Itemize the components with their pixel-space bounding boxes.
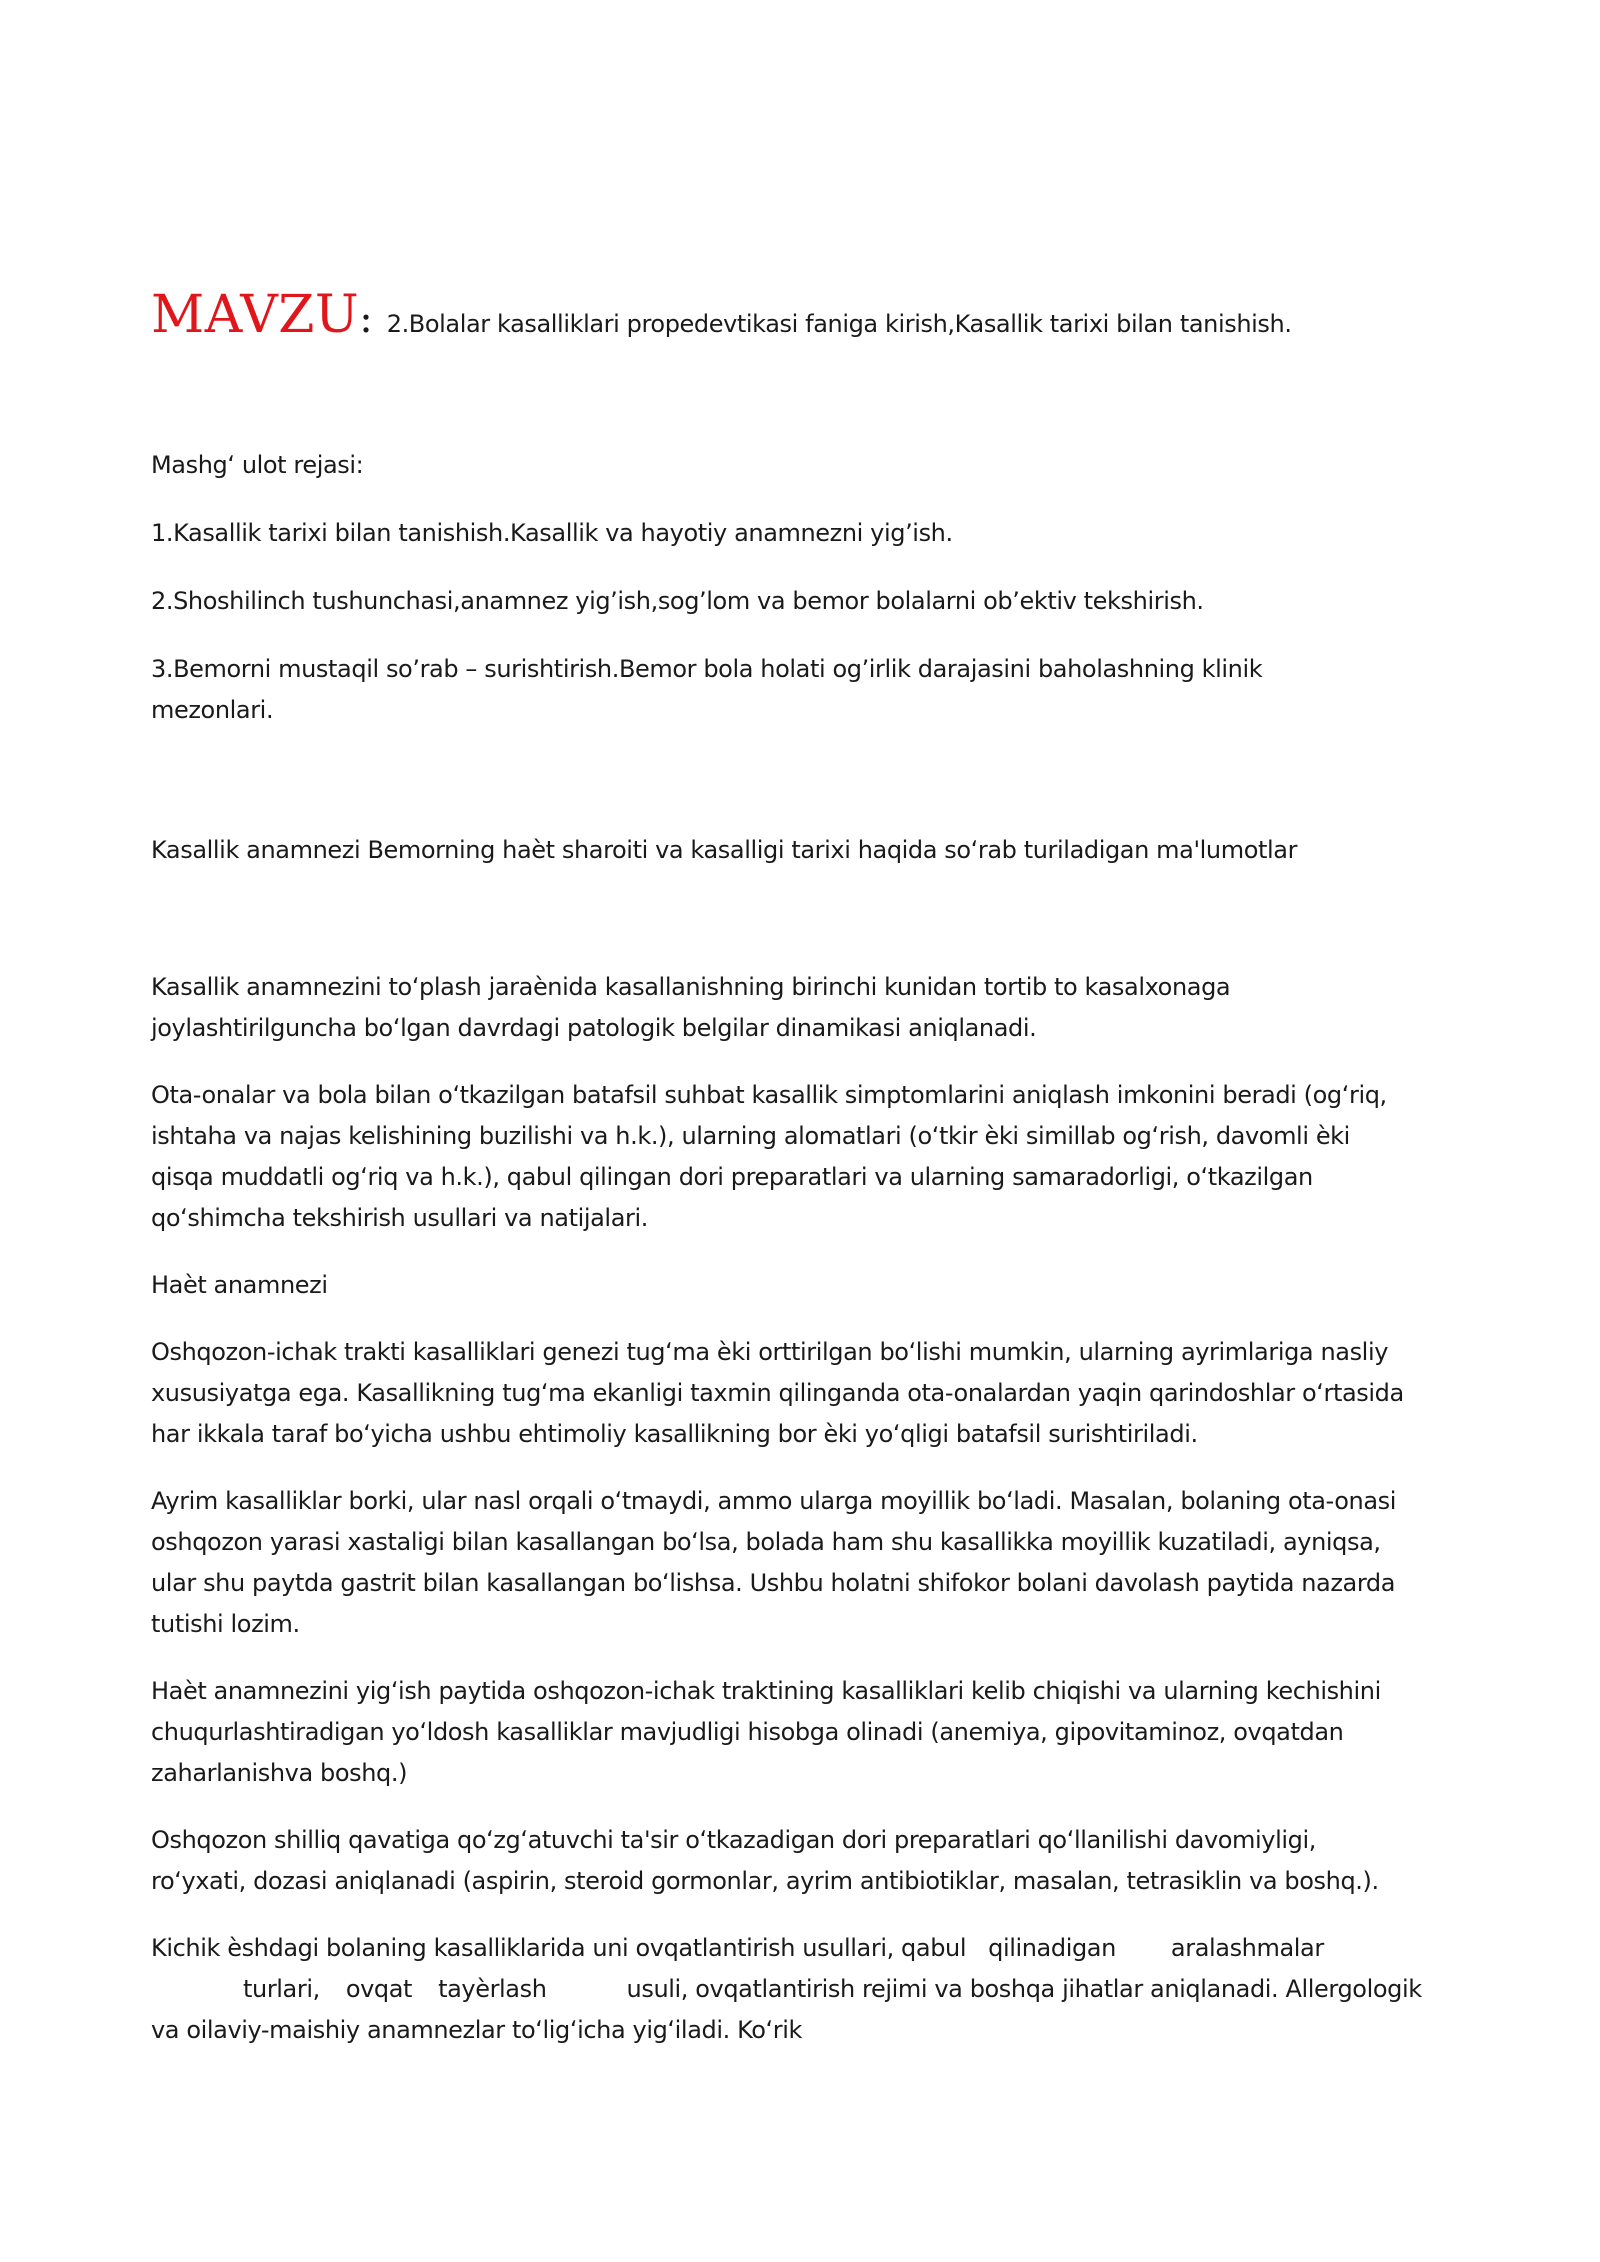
paragraph-line: qisqa muddatli ogʻriq va h.k.), qabul qilingan dori preparatlari va ularning samaradorligi, oʻtkazilgan — [151, 1163, 1313, 1191]
paragraph-2 — [151, 1075, 1451, 1239]
paragraph-line: ishtaha va najas kelishining buzilishi va h.k.), ularning alomatlari (oʻtkir ѐki simillab ogʻrish, davomli ѐki — [151, 1122, 1350, 1150]
plan-item-2: 2.Shoshilinch tushunchasi,anamnez yig’ish,sog’lom va bemor bolalarni ob’ektiv tekshirish. — [151, 587, 1204, 615]
paragraph-line: qoʻshimcha tekshirish usullari va natijalari. — [151, 1204, 648, 1232]
definition-line: Kasallik anamnezi Bemorning haѐt sharoiti va kasalligi tarixi haqida soʻrab turiladigan ma'lumotlar — [151, 836, 1298, 864]
paragraph-line: zaharlanishva boshq.) — [151, 1759, 408, 1787]
paragraph-5 — [151, 1671, 1451, 1794]
paragraph-6 — [151, 1820, 1451, 1902]
paragraph-line: oshqozon yarasi xastaligi bilan kasallangan boʻlsa, bolada ham shu kasallikka moyillik kuzatiladi, ayniqsa, — [151, 1528, 1381, 1556]
paragraph-line: joylashtirilguncha boʻlgan davrdagi patologik belgilar dinamikasi aniqlanadi. — [151, 1014, 1037, 1042]
paragraph-4 — [151, 1481, 1451, 1645]
paragraph-line: Oshqozon-ichak trakti kasalliklari genezi tugʻma ѐki orttirilgan boʻlishi mumkin, ularning ayrimlariga nasliy — [151, 1338, 1389, 1366]
text-run: tayѐrlash — [438, 1975, 547, 2003]
text-run: usuli, ovqatlantirish rejimi va boshqa jihatlar aniqlanadi. Allergologik — [626, 1975, 1422, 2003]
paragraph-line: ular shu paytda gastrit bilan kasallangan boʻlishsa. Ushbu holatni shifokor bolani davolash paytida nazarda — [151, 1569, 1396, 1597]
plan-item-3-line-1: 3.Bemorni mustaqil so’rab – surishtirish.Bemor bola holati og’irlik darajasini baholashning klinik — [151, 655, 1263, 683]
document-body — [151, 285, 1451, 2051]
topic-title: 2.Bolalar kasalliklari propedevtikasi faniga kirish,Kasallik tarixi bilan tanishish. — [386, 310, 1292, 338]
paragraph-line — [151, 1928, 1451, 1969]
topic-colon: : — [359, 296, 373, 342]
paragraph-line: tutishi lozim. — [151, 1610, 300, 1638]
life-anamnesis-heading: Haѐt anamnezi — [151, 1271, 328, 1299]
paragraph-line: Oshqozon shilliq qavatiga qoʻzgʻatuvchi ta'sir oʻtkazadigan dori preparatlari qoʻllanilishi davomiyligi, — [151, 1826, 1316, 1854]
text-run: ovqat — [345, 1975, 413, 2003]
paragraph-1 — [151, 967, 1451, 1049]
paragraph-line: roʻyxati, dozasi aniqlanadi (aspirin, steroid gormonlar, ayrim antibiotiklar, masalan, tetrasiklin va boshq.). — [151, 1867, 1379, 1895]
paragraph-line: Haѐt anamnezini yigʻish paytida oshqozon-ichak traktining kasalliklari kelib chiqishi va ularning kechishini — [151, 1677, 1381, 1705]
topic-line — [151, 285, 1451, 345]
text-run: qilinadigan — [988, 1934, 1116, 1962]
plan-heading: Mashgʻ ulot rejasi: — [151, 451, 364, 479]
paragraph-7 — [151, 1928, 1451, 2051]
paragraph-line — [151, 1969, 1451, 2010]
plan-item-3-line-2: mezonlari. — [151, 696, 274, 724]
paragraph-line: xususiyatga ega. Kasallikning tugʻma ekanligi taxmin qilinganda ota-onalardan yaqin qarindoshlar oʻrtasida — [151, 1379, 1404, 1407]
paragraph-3 — [151, 1332, 1451, 1455]
paragraph-line: Ota-onalar va bola bilan oʻtkazilgan batafsil suhbat kasallik simptomlarini aniqlash imkonini beradi (ogʻriq, — [151, 1081, 1387, 1109]
paragraph-line: Kasallik anamnezini toʻplash jaraѐnida kasallanishning birinchi kunidan tortib to kasalxonaga — [151, 973, 1231, 1001]
plan-item-3 — [151, 649, 1451, 731]
text-run: Kichik ѐshdagi bolaning kasalliklarida uni ovqatlantirish usullari, qabul — [151, 1934, 967, 1962]
paragraph-line: har ikkala taraf boʻyicha ushbu ehtimoliy kasallikning bor ѐki yoʻqligi batafsil surishtiriladi. — [151, 1420, 1198, 1448]
paragraph-line: chuqurlashtiradigan yoʻldosh kasalliklar mavjudligi hisobga olinadi (anemiya, gipovitaminoz, ovqatdan — [151, 1718, 1344, 1746]
text-run: aralashmalar — [1170, 1934, 1324, 1962]
paragraph-line: Ayrim kasalliklar borki, ular nasl orqali oʻtmaydi, ammo ularga moyillik boʻladi. Masalan, bolaning ota-onasi — [151, 1487, 1397, 1515]
paragraph-line: va oilaviy-maishiy anamnezlar toʻligʻicha yigʻiladi. Koʻrik — [151, 2016, 802, 2044]
text-run: turlari, — [243, 1975, 320, 2003]
topic-label: MAVZU — [151, 285, 360, 345]
plan-item-1: 1.Kasallik tarixi bilan tanishish.Kasallik va hayotiy anamnezni yig’ish. — [151, 519, 953, 547]
